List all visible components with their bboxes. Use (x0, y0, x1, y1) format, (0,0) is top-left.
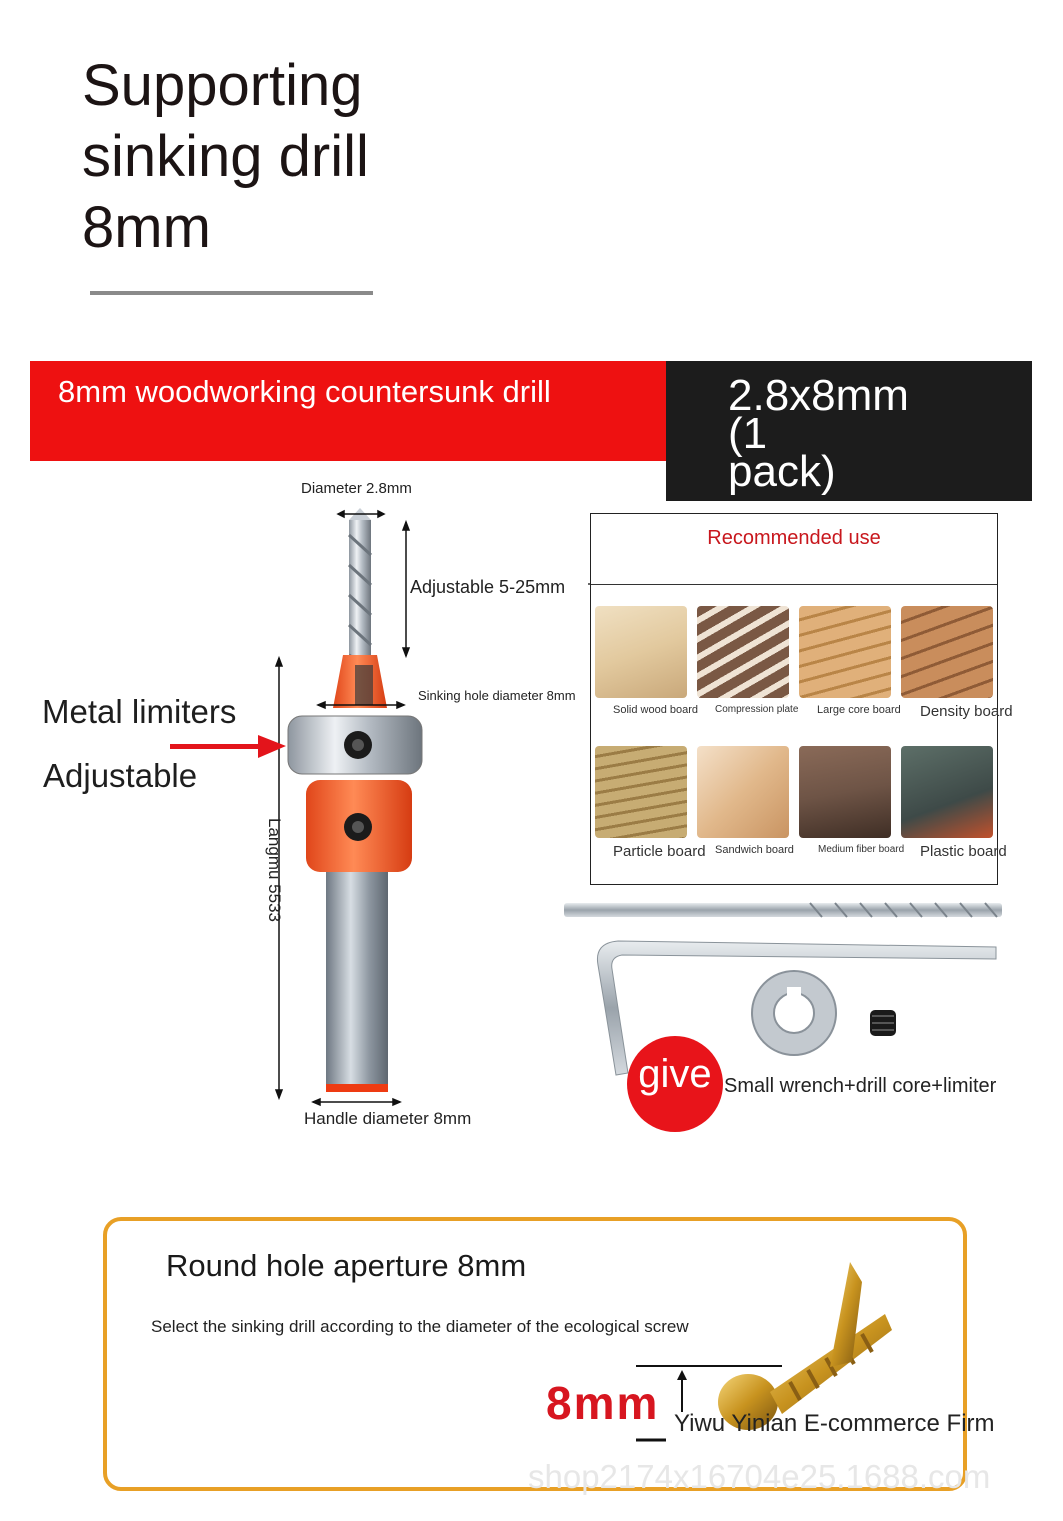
orange-collar (306, 780, 412, 872)
diameter-label: Diameter 2.8mm (301, 480, 412, 497)
screw (718, 1262, 892, 1430)
particle-board-image (595, 746, 687, 838)
spec-text (728, 371, 938, 496)
shop-watermark: shop2174x16704e25.1688.com (528, 1458, 991, 1495)
material-label-8: Plastic board (920, 843, 1007, 860)
sandwich-board-image (697, 746, 789, 838)
red-pointer-arrow (170, 735, 286, 758)
material-label-5: Particle board (613, 843, 706, 860)
adjustable-range-label: Adjustable 5-25mm (410, 577, 566, 597)
spec-line-2: (1 (728, 409, 768, 458)
large-core-board-image (799, 606, 891, 698)
spec-line-1: 2.8x8mm (728, 371, 909, 420)
material-label-7: Medium fiber board (818, 844, 905, 855)
metal-limiters-label: Metal limiters (42, 693, 237, 730)
set-screw (870, 1010, 896, 1036)
aperture-subtitle: Select the sinking drill according to the diameter of the ecological screw (151, 1317, 689, 1336)
spec-box (666, 361, 1032, 501)
product-name: 8mm woodworking countersunk drill (58, 374, 551, 409)
drill-shank (326, 872, 388, 1092)
compression-plate-image (697, 606, 789, 698)
spec-line-3: pack) (728, 447, 836, 496)
title-line-2: sinking drill (82, 124, 369, 189)
material-label-4: Density board (920, 703, 1013, 720)
title-line-1: Supporting (82, 53, 363, 118)
handle-diameter-label: Handle diameter 8mm (304, 1109, 472, 1128)
material-label-3: Large core board (817, 704, 901, 716)
medium-fiber-board-image (799, 746, 891, 838)
length-label: Langmu 5533 (264, 818, 284, 922)
density-board-image (901, 606, 993, 698)
recommended-use-panel (590, 513, 1013, 885)
material-label-1: Solid wood board (613, 704, 699, 716)
title-line-3: 8mm (82, 195, 211, 260)
drill-core (564, 903, 1002, 917)
page-title (82, 50, 502, 263)
give-badge (627, 1036, 723, 1132)
solid-wood-image (595, 606, 687, 698)
plastic-board-image (901, 746, 993, 838)
firm-name: Yiwu Yinian E-commerce Firm (674, 1410, 995, 1437)
limiter-ring-accessory (752, 971, 836, 1055)
aperture-size-label: 8mm (546, 1377, 660, 1429)
accessories-caption: Small wrench+drill core+limiter (724, 1075, 997, 1097)
recommended-use-title: Recommended use (707, 527, 881, 549)
material-label-2: Compression plate (715, 704, 799, 715)
countersink-cutter (333, 655, 387, 708)
title-divider (90, 291, 373, 295)
adjustable-label: Adjustable (43, 757, 198, 794)
aperture-title: Round hole aperture 8mm (166, 1248, 527, 1283)
drill-bit (349, 508, 371, 670)
panel-divider (591, 584, 997, 585)
metal-limiter-ring (288, 716, 422, 774)
sinking-hole-label: Sinking hole diameter 8mm (418, 688, 576, 703)
give-label: give (638, 1052, 712, 1096)
material-label-6: Sandwich board (715, 844, 794, 856)
